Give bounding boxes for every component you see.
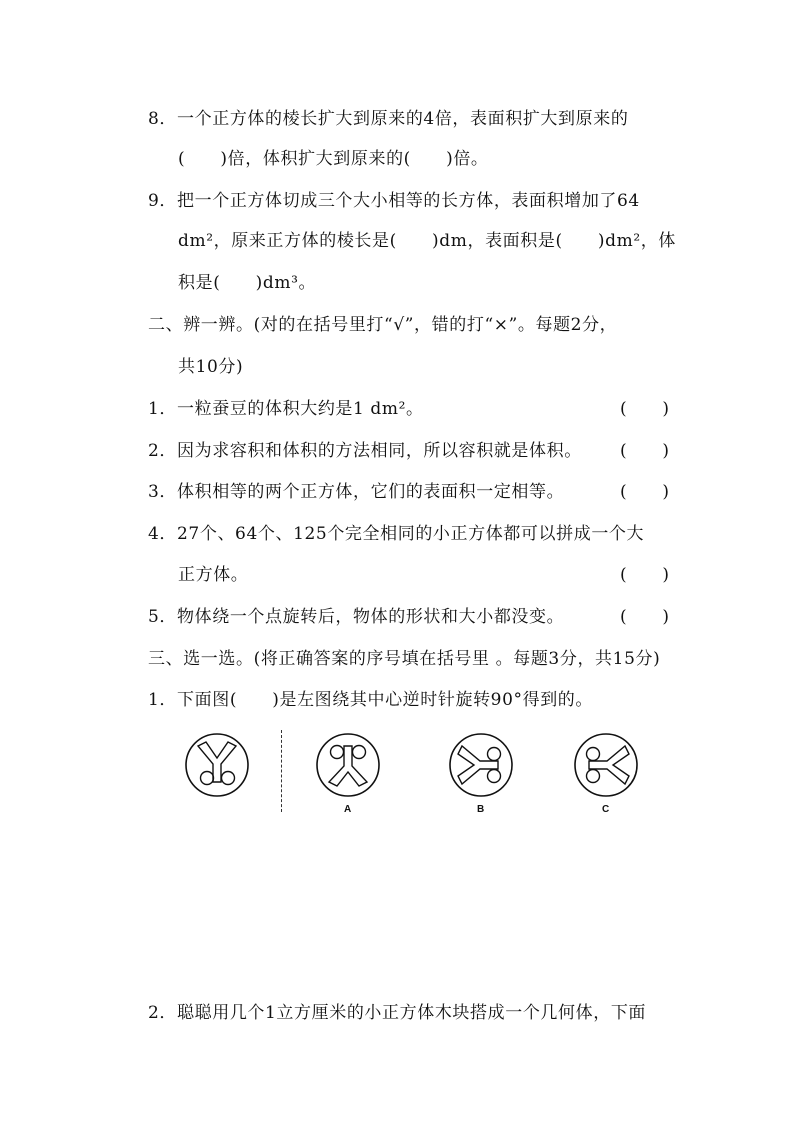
answer-paren-3[interactable]: ( ) xyxy=(620,482,670,502)
judge-item-1: 1．一粒蚕豆的体积大约是1 dm²。 xyxy=(148,399,424,419)
option-c-label: C xyxy=(602,804,610,815)
option-b-figure[interactable] xyxy=(448,732,514,798)
answer-paren-4[interactable]: ( ) xyxy=(620,565,670,585)
figure-divider xyxy=(281,730,282,812)
section2-title-line2: 共10分) xyxy=(178,357,244,377)
option-a-figure[interactable] xyxy=(315,732,381,798)
judge-item-2: 2．因为求容积和体积的方法相同，所以容积就是体积。 xyxy=(148,441,582,461)
choice-q1: 1．下面图( )是左图绕其中心逆时针旋转90°得到的。 xyxy=(148,690,594,710)
choice-q2: 2．聪聪用几个1立方厘米的小正方体木块搭成一个几何体，下面 xyxy=(148,1003,647,1023)
original-figure xyxy=(184,732,250,798)
section3-title: 三、选一选。(将正确答案的序号填在括号里 。每题3分，共15分) xyxy=(148,649,661,669)
answer-paren-2[interactable]: ( ) xyxy=(620,441,670,461)
q9-line1: 9．把一个正方体切成三个大小相等的长方体，表面积增加了64 xyxy=(148,191,640,211)
answer-paren-5[interactable]: ( ) xyxy=(620,607,670,627)
option-b-label: B xyxy=(477,804,485,815)
judge-item-4-cont: 正方体。 xyxy=(178,565,249,585)
answer-paren-1[interactable]: ( ) xyxy=(620,399,670,419)
judge-item-4: 4．27个、64个、125个完全相同的小正方体都可以拼成一个大 xyxy=(148,524,645,544)
q9-line2: dm²，原来正方体的棱长是( )dm，表面积是( )dm²，体 xyxy=(178,231,676,251)
q8-line1: 8．一个正方体的棱长扩大到原来的4倍，表面积扩大到原来的 xyxy=(148,109,629,129)
judge-item-3: 3．体积相等的两个正方体，它们的表面积一定相等。 xyxy=(148,482,565,502)
option-a-label: A xyxy=(344,804,352,815)
judge-item-5: 5．物体绕一个点旋转后，物体的形状和大小都没变。 xyxy=(148,607,565,627)
section2-title-line1: 二、辨一辨。(对的在括号里打“√”，错的打“×”。每题2分， xyxy=(148,315,618,335)
q9-line3: 积是( )dm³。 xyxy=(178,273,317,293)
q8-line2: ( )倍，体积扩大到原来的( )倍。 xyxy=(178,149,489,169)
rotation-figures xyxy=(180,726,650,822)
option-c-figure[interactable] xyxy=(573,732,639,798)
